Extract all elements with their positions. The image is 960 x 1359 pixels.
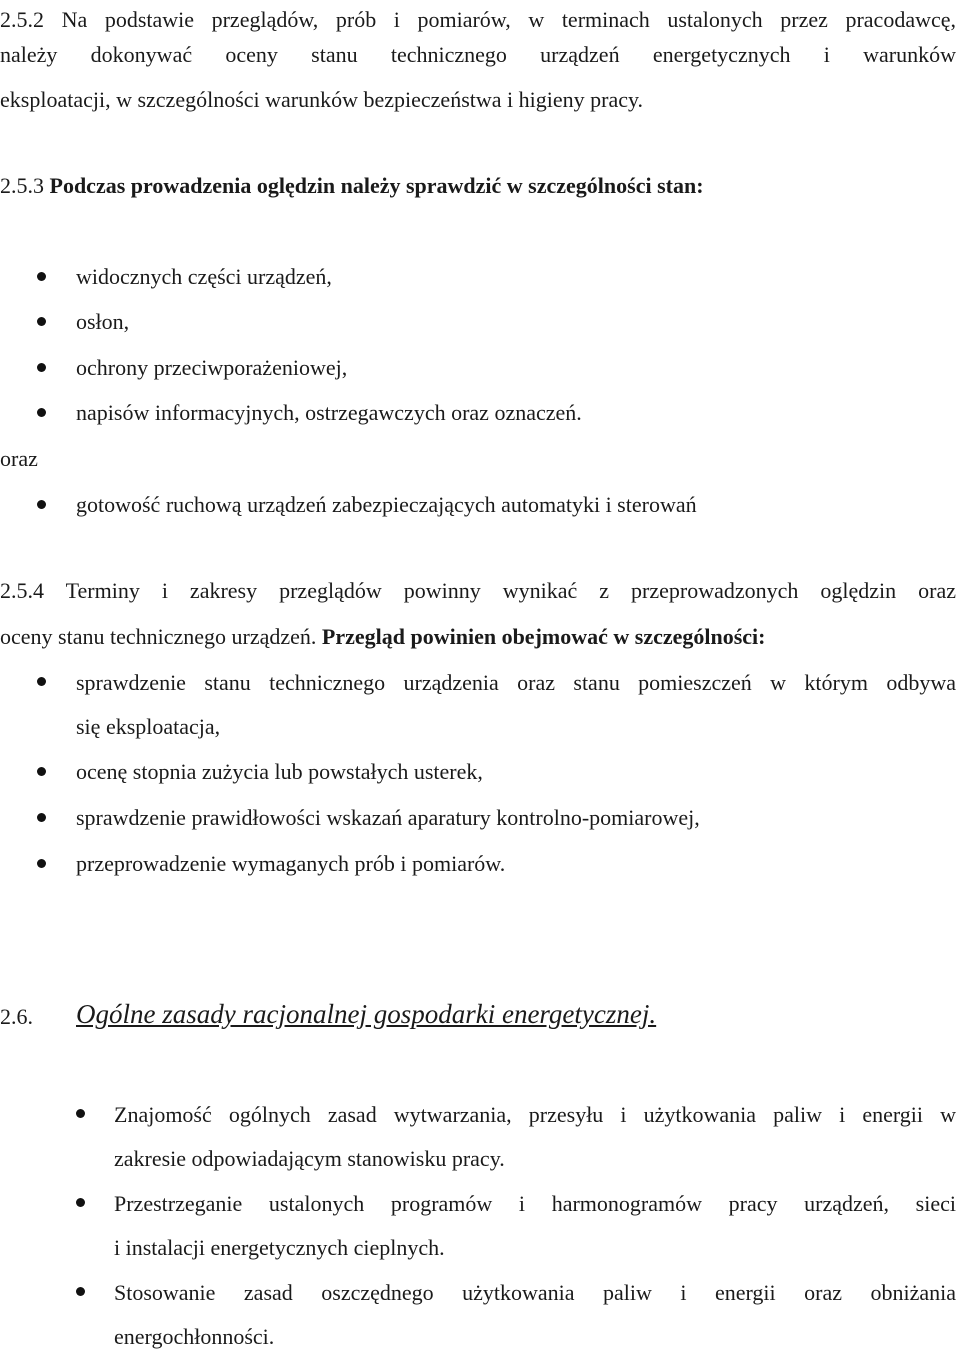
- list-item: Stosowanie zasad oszczędnego użytkowania paliw i energii oraz obniżania energochłonności.: [0, 1271, 956, 1353]
- bullet-icon: [37, 363, 46, 372]
- paragraph-2-5-2-line-1: 2.5.2 Na podstawie przeglądów, prób i pomiarów, w terminach ustalonych przez pracodawcę,: [0, 7, 956, 32]
- paragraph-2-5-3-title: Podczas prowadzenia oględzin należy sprawdzić w szczególności stan:: [49, 173, 704, 198]
- bullet-icon: [37, 767, 46, 776]
- list-item: Przestrzeganie ustalonych programów i harmonogramów pracy urządzeń, sieci i instalacji energetycznych cieplnych.: [0, 1182, 956, 1270]
- bullet-icon: [37, 500, 46, 509]
- document-page: 2.5.2 Na podstawie przeglądów, prób i pomiarów, w terminach ustalonych przez pracodawcę, należy dokonywać oceny stanu technicznego urządzeń energetycznych i warunków eksploatacji, w szczególności warunków bezpieczeństwa i higieny pracy. 2.5.3 Podczas prowadzenia oględzin należy sprawdzić w szczególności stan: widocznych części urządzeń, osłon, ochrony przeciwporażeniowej, napisów informacyjnych, ostrzegawczych oraz oznaczeń. oraz gotowość ruchową urządzeń zabezpieczających automatyki i sterowań 2.5.4 Terminy i zakresy przeglądów powinny wynikać z przeprowadzonych oględzin oraz oceny stanu technicznego urządzeń. Przegląd powinien obejmować w szczególności: sprawdzenie stanu technicznego urządzenia oraz stanu pomieszczeń w którym odbywa się eksploatacja, ocenę stopnia zużycia lub powstałych usterek, sprawdzenie prawidłowości wskazań aparatury kontrolno-pomiarowej, przeprowadzenie wymaganych prób i pomiarów. 2.6. Ogólne zasady racjonalnej gospodarki energetycznej. Znajomość ogólnych zasad wytwarzania, przesyłu i użytkowania paliw i energii w zakresie odpowiadającym stanowisku pracy. Przestrzeganie ustalonych programów i harmonogramów pracy urządzeń, sieci i instalacji energetycznych cieplnych. Stosowanie zasad oszczędnego użytkowania paliw i energii oraz obniżania energochłonności.: [0, 0, 960, 1353]
- bullet-icon: [37, 677, 46, 686]
- list-item: Znajomość ogólnych zasad wytwarzania, przesyłu i użytkowania paliw i energii w zakresie odpowiadającym stanowisku pracy.: [0, 1093, 956, 1181]
- section-title: Ogólne zasady racjonalnej gospodarki energetycznej.: [76, 999, 657, 1029]
- paragraph-2-5-2-line-3: eksploatacji, w szczególności warunków bezpieczeństwa i higieny pracy.: [0, 87, 644, 112]
- paragraph-2-5-4-line-1: 2.5.4 Terminy i zakresy przeglądów powinny wynikać z przeprowadzonych oględzin oraz: [0, 578, 956, 603]
- paragraph-2-5-3-heading: [0, 171, 704, 201]
- bullet-icon: [37, 317, 46, 326]
- paragraph-2-5-2-line-2: należy dokonywać oceny stanu technicznego urządzeń energetycznych i warunków: [0, 42, 956, 67]
- connector-text: oraz: [0, 446, 38, 471]
- list-item: sprawdzenie stanu technicznego urządzenia oraz stanu pomieszczeń w którym odbywa się eksploatacja,: [0, 661, 956, 749]
- bullet-icon: [76, 1287, 85, 1296]
- bullet-icon: [76, 1109, 85, 1118]
- bullet-icon: [37, 859, 46, 868]
- paragraph-2-5-3-number: 2.5.3: [0, 173, 44, 198]
- review-scope-heading: Przegląd powinien obejmować w szczególności:: [321, 624, 766, 649]
- bullet-icon: [76, 1198, 85, 1207]
- paragraph-2-5-4-line-2: oceny stanu technicznego urządzeń. Przegląd powinien obejmować w szczególności:: [0, 624, 766, 649]
- bullet-icon: [37, 408, 46, 417]
- section-number: 2.6.: [0, 1004, 33, 1029]
- bullet-icon: [37, 813, 46, 822]
- bullet-icon: [37, 272, 46, 281]
